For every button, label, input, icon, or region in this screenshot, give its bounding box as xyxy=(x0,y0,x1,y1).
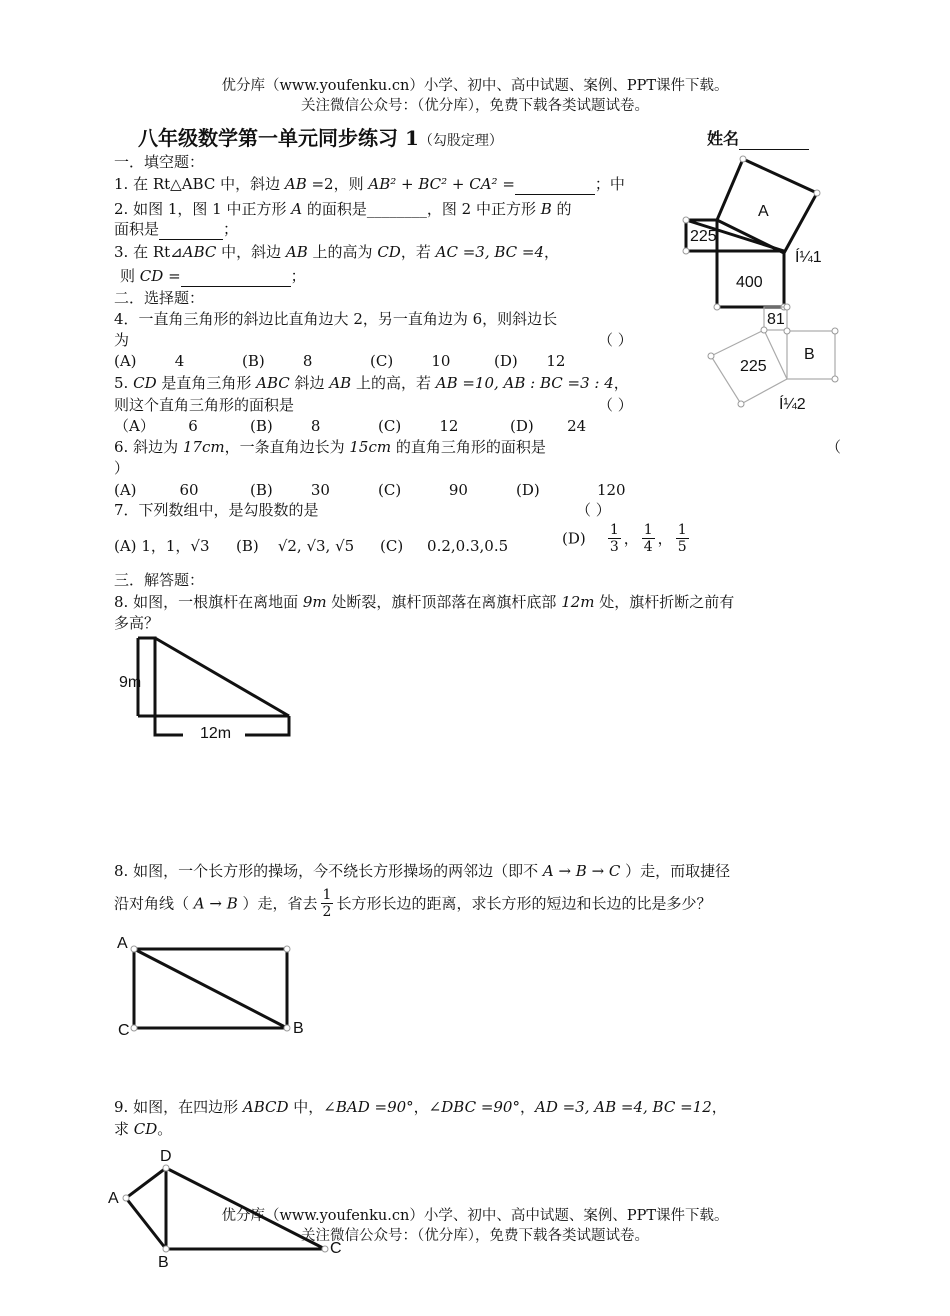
q6-paren-close[interactable]: ） xyxy=(114,459,130,477)
q3-comma: ， xyxy=(544,243,560,261)
q3-cd-2: CD xyxy=(139,267,164,285)
option-label: (C) xyxy=(380,537,404,555)
vertex-b-label: B xyxy=(293,1020,304,1037)
square-400-label: 400 xyxy=(736,274,763,291)
option-value: 30 xyxy=(310,481,330,499)
q2-a: A xyxy=(291,200,303,218)
option-value: 60 xyxy=(179,481,199,499)
q2-text-2: 的面积是________，图 2 中正方形 xyxy=(302,200,541,218)
q6-leg: 15cm xyxy=(349,438,392,456)
q8a-12m: 12m xyxy=(561,593,595,611)
q3-abc: ABC xyxy=(182,243,217,261)
option-label: (D) xyxy=(494,352,518,370)
figure-1-caption: Í¼1 xyxy=(795,249,822,266)
option-value: 10 xyxy=(431,352,451,370)
option-label: (B) xyxy=(250,481,273,499)
fraction-num: 1 xyxy=(609,522,619,538)
q9-comma: ， xyxy=(413,1098,429,1116)
q8b-line2: 沿对角线（ xyxy=(114,894,194,913)
q5-answer-paren[interactable]: （ ） xyxy=(598,396,633,414)
fraction-den: 2 xyxy=(322,904,332,920)
q1-tail: ；中 xyxy=(594,175,625,193)
option-value: √2, √3, √5 xyxy=(277,537,355,555)
footer-line-2: 关注微信公众号：（优分库），免费下载各类试题试卷。 xyxy=(301,1228,649,1244)
option-value: 8 xyxy=(302,352,313,370)
q3-then: 则 xyxy=(120,267,140,285)
q9-abcd: ABCD xyxy=(242,1098,289,1116)
q5-text: 是直角三角形 xyxy=(156,374,257,392)
question-4: 4．一直角三角形的斜边比直角边大 2，另一直角边为 6，则斜边长 xyxy=(114,310,558,328)
vertex-d-label: D xyxy=(160,1148,172,1165)
q3-text-2: 中，斜边 xyxy=(216,243,286,261)
vertex-a-label: A xyxy=(117,935,128,952)
figure-2-caption: Í¼2 xyxy=(779,396,806,413)
q3-cd: CD xyxy=(377,243,401,261)
q6-hyp: 17cm xyxy=(182,438,225,456)
q9-period: 。 xyxy=(157,1120,173,1138)
option-label: (B) xyxy=(236,537,259,555)
fraction-den: 5 xyxy=(677,539,687,555)
q3-condition: AC =3, BC =4 xyxy=(435,243,545,261)
q8b-diag: A → B xyxy=(193,894,238,913)
q5-condition: AB =10, AB : BC =3 : 4 xyxy=(435,374,614,392)
q2-tail: ； xyxy=(223,220,239,238)
q3-tail: ； xyxy=(290,267,306,285)
option-label: (C) xyxy=(378,417,402,435)
option-label: (D) xyxy=(510,417,534,435)
q1-eq: = xyxy=(497,175,515,193)
q9-comma-2: ， xyxy=(519,1098,535,1116)
option-value: 12 xyxy=(439,417,459,435)
q9-lengths: AD =3, AB =4, BC =12 xyxy=(534,1098,712,1116)
vertex-a-label: A xyxy=(108,1190,119,1207)
q5-comma: ， xyxy=(613,374,629,392)
option-value: 12 xyxy=(546,352,566,370)
q2-text-3: 的 xyxy=(551,200,572,218)
q6-text: 6. 斜边为 xyxy=(114,438,183,456)
footer-line-1: 优分库（www.youfenku.cn）小学、初中、高中试题、案例、PPT课件下载。 xyxy=(221,1208,729,1224)
option-value: 8 xyxy=(310,417,321,435)
fraction-num: 1 xyxy=(643,522,653,538)
q3-text-4: ，若 xyxy=(400,243,436,261)
vertex-b-label: B xyxy=(158,1254,169,1271)
q2-b: B xyxy=(540,200,552,218)
fraction-num: 1 xyxy=(322,887,332,903)
q8a-text-3: 处，旗杆折断之前有 xyxy=(594,593,735,611)
square-a-label: A xyxy=(758,203,769,220)
square-225-label: 225 xyxy=(740,358,767,375)
q3-text: 3. 在 Rt⊿ xyxy=(114,243,183,261)
q5-cd: CD xyxy=(133,374,157,392)
q4-answer-paren[interactable]: （ ） xyxy=(598,331,633,349)
q9-find: 求 xyxy=(114,1120,134,1138)
q8b-text-2: ）走，而取捷径 xyxy=(620,862,731,880)
option-label: (D) xyxy=(562,529,586,548)
q9-comma-3: ， xyxy=(711,1098,727,1116)
fraction-den: 4 xyxy=(643,539,653,555)
option-label: （A） xyxy=(114,417,155,435)
q1-expression: AB² + BC² + CA² xyxy=(368,175,498,193)
q8b-path: A → B → C xyxy=(542,862,621,880)
q5-ab: AB xyxy=(329,374,352,392)
square-81-label: 81 xyxy=(767,311,785,328)
name-label: 姓名 xyxy=(707,131,740,148)
option-value: 4 xyxy=(174,352,185,370)
separator: ， xyxy=(623,529,639,548)
vertex-dot xyxy=(708,353,714,359)
q3-text-3: 上的高为 xyxy=(307,243,378,261)
option-label: (A) xyxy=(114,352,137,370)
option-value: 1，1，√3 xyxy=(141,537,210,555)
question-8a-line-2: 多高？ xyxy=(114,614,160,632)
q9-text-2: 中， xyxy=(288,1098,324,1116)
q8a-9m: 9m xyxy=(302,593,327,611)
square-b-label: B xyxy=(804,346,815,363)
q5-num: 5. xyxy=(114,374,134,392)
option-value: 24 xyxy=(567,417,587,435)
q8b-text: 8. 如图，一个长方形的操场，今不绕长方形操场的两邻边（即不 xyxy=(114,862,543,880)
q9-cd: CD xyxy=(133,1120,158,1138)
option-value: 0.2,0.3,0.5 xyxy=(427,537,509,555)
vertex-dot xyxy=(832,376,838,382)
option-value: 90 xyxy=(448,481,468,499)
q8a-text: 8. 如图，一根旗杆在离地面 xyxy=(114,593,303,611)
option-value: 120 xyxy=(596,481,626,499)
q8b-line2-3: 长方形长边的距离，求长方形的短边和长边的比是多少？ xyxy=(336,894,712,913)
question-7: 7．下列数组中，是勾股数的是 xyxy=(114,501,319,519)
q6-text-2: ，一条直角边长为 xyxy=(224,438,350,456)
vertex-c-label: C xyxy=(118,1022,130,1039)
q3-eq: = xyxy=(163,267,181,285)
vertex-dot xyxy=(784,328,790,334)
q2-line2: 面积是 xyxy=(114,220,160,238)
height-label: 9m xyxy=(119,674,142,691)
fraction-den: 3 xyxy=(609,539,619,555)
q5-text-3: 上的高，若 xyxy=(351,374,436,392)
option-label: (C) xyxy=(378,481,402,499)
vertex-dot xyxy=(738,401,744,407)
section3-heading: 三．解答题： xyxy=(114,571,205,589)
q1-ab: AB xyxy=(284,175,307,193)
base-label: 12m xyxy=(200,725,232,742)
option-label: (B) xyxy=(242,352,265,370)
header-line-2: 关注微信公众号：（优分库），免费下载各类试题试卷。 xyxy=(301,98,649,114)
vertex-dot xyxy=(832,328,838,334)
option-label: (A) xyxy=(114,537,137,555)
q5-text-2: 斜边 xyxy=(289,374,330,392)
q1-text-2: =2，则 xyxy=(306,175,369,193)
q3-ab: AB xyxy=(285,243,308,261)
header-line-1: 优分库（www.youfenku.cn）小学、初中、高中试题、案例、PPT课件下载。 xyxy=(221,78,729,94)
q6-paren-open[interactable]: （ xyxy=(826,438,842,456)
fraction-num: 1 xyxy=(677,522,687,538)
q8a-text-2: 处断裂，旗杆顶部落在离旗杆底部 xyxy=(326,593,562,611)
vertex-c-label: C xyxy=(330,1240,342,1257)
separator: ， xyxy=(657,529,673,548)
q9-angle-bad: ∠BAD =90° xyxy=(323,1098,414,1116)
q5-abc: ABC xyxy=(256,374,290,392)
option-label: (C) xyxy=(370,352,394,370)
q2-text: 2. 如图 1，图 1 中正方形 xyxy=(114,200,292,218)
question-5-line-2: 则这个直角三角形的面积是 xyxy=(114,396,295,414)
q9-text: 9. 如图，在四边形 xyxy=(114,1098,243,1116)
q7-answer-paren[interactable]: （ ） xyxy=(576,501,611,519)
option-label: (A) xyxy=(114,481,137,499)
q9-angle-dbc: ∠DBC =90° xyxy=(428,1098,520,1116)
q6-text-3: 的直角三角形的面积是 xyxy=(391,438,546,456)
vertex-dot xyxy=(784,304,790,310)
option-value: 6 xyxy=(188,417,198,435)
option-label: (D) xyxy=(516,481,540,499)
question-4-line-2: 为 xyxy=(114,331,130,349)
option-label: (B) xyxy=(250,417,273,435)
section2-heading: 二．选择题： xyxy=(114,289,205,307)
title-main: 八年级数学第一单元同步练习 1 xyxy=(138,126,419,150)
q8b-line2-2: ）走，省去 xyxy=(237,894,318,913)
title-sub: （勾股定理） xyxy=(418,133,503,149)
q1-text: 1. 在 Rt△ABC 中，斜边 xyxy=(114,175,285,193)
square-225-label: 225 xyxy=(690,228,717,245)
section1-heading: 一．填空题： xyxy=(114,153,205,171)
